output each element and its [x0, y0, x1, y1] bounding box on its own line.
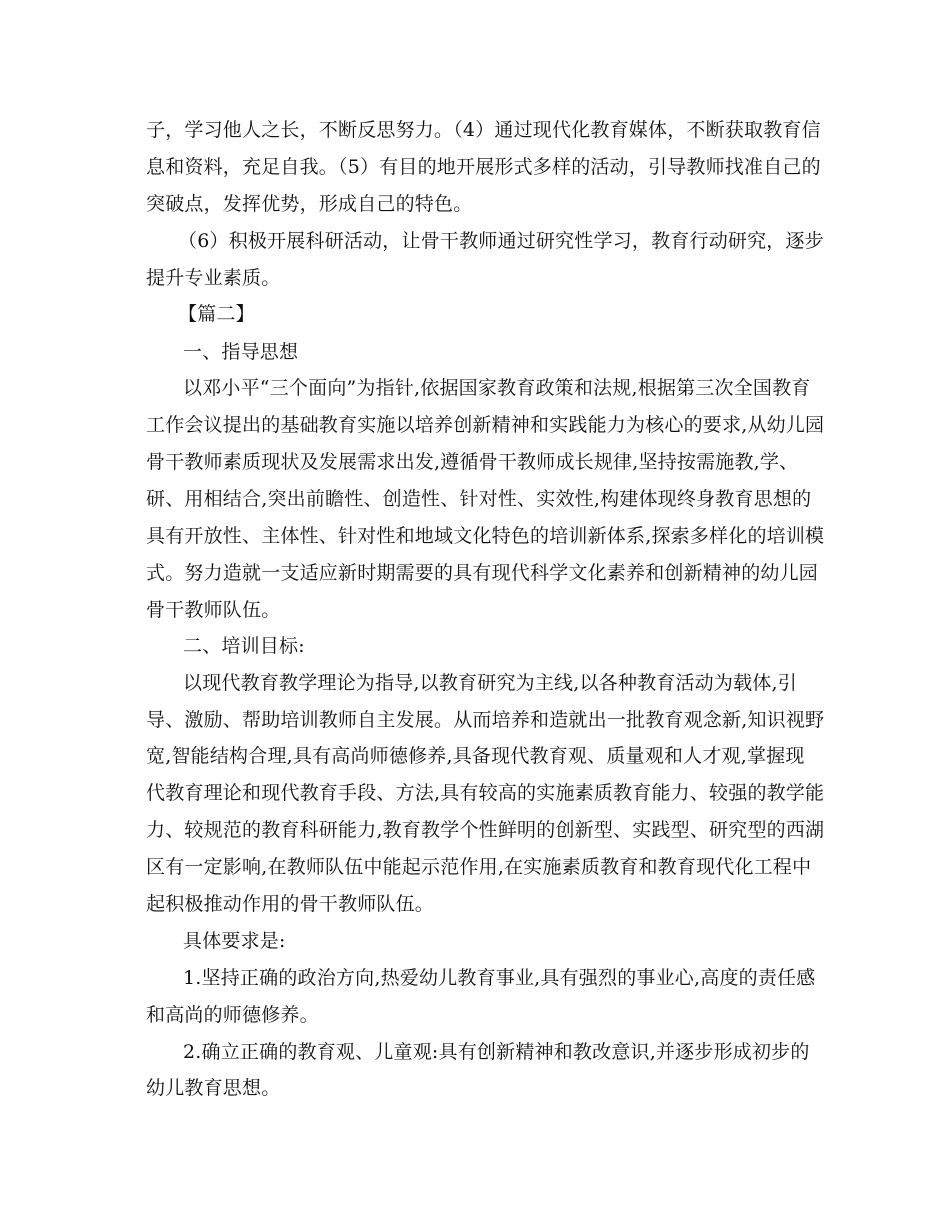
text-line: 代教育理论和现代教育手段、方法,具有较高的实施素质教育能力、较强的教学能: [146, 782, 825, 804]
subheading-guiding-thought: 一、指导思想: [183, 341, 299, 363]
text-line: 式。努力造就一支适应新时期需要的具有现代科学文化素养和创新精神的幼儿园: [146, 562, 819, 584]
text-line: 工作会议提出的基础教育实施以培养创新精神和实践能力为核心的要求,从幼儿园: [146, 414, 825, 436]
text-line: 具有开放性、主体性、针对性和地域文化特色的培训新体系,探索多样化的培训模: [146, 525, 825, 547]
text-line: 研、用相结合,突出前瞻性、创造性、针对性、实效性,构建体现终身教育思想的: [146, 488, 812, 510]
text-line: 力、较规范的教育科研能力,教育教学个性鲜明的创新型、实践型、研究型的西湖: [146, 819, 825, 841]
text-line: 和高尚的师德修养。: [146, 1004, 319, 1026]
subheading-training-goals: 二、培训目标:: [183, 635, 305, 657]
text-line: 区有一定影响,在教师队伍中能起示范作用,在实施素质教育和教育现代化工程中: [146, 856, 812, 878]
section-heading: 【篇二】: [178, 303, 255, 325]
text-line: 提升专业素质。: [146, 267, 281, 289]
text-line: 以邓小平“三个面向”为指针,依据国家教育政策和法规,根据第三次全国教育: [183, 377, 811, 399]
subheading-requirements: 具体要求是:: [183, 930, 286, 952]
text-line: 宽,智能结构合理,具有高尚师德修养,具备现代教育观、质量观和人才观,掌握现: [146, 745, 805, 767]
text-line: 起积极推动作用的骨干教师队伍。: [146, 893, 435, 915]
text-line: 以现代教育教学理论为指导,以教育研究为主线,以各种教育活动为载体,引: [183, 672, 797, 694]
text-line: 幼儿教育思想。: [146, 1077, 281, 1099]
text-line: 突破点，发挥优势，形成自己的特色。: [146, 193, 473, 215]
text-line: 息和资料，充足自我。（5）有目的地开展形式多样的活动，引导教师找准自己的: [146, 156, 821, 178]
text-line: 骨干教师队伍。: [146, 599, 281, 621]
text-line: 骨干教师素质现状及发展需求出发,遵循骨干教师成长规律,坚持按需施教,学、: [146, 451, 799, 473]
list-item: 2.确立正确的教育观、儿童观:具有创新精神和教改意识,并逐步形成初步的: [183, 1041, 810, 1063]
text-line: 子，学习他人之长，不断反思努力。（4）通过现代化教育媒体，不断获取教育信: [146, 119, 821, 141]
list-item: 1.坚持正确的政治方向,热爱幼儿教育事业,具有强烈的事业心,高度的责任感: [183, 967, 816, 989]
text-line: 导、激励、帮助培训教师自主发展。从而培养和造就出一批教育观念新,知识视野: [146, 709, 825, 731]
text-line: （6）积极开展科研活动，让骨干教师通过研究性学习，教育行动研究，逐步: [178, 230, 824, 252]
